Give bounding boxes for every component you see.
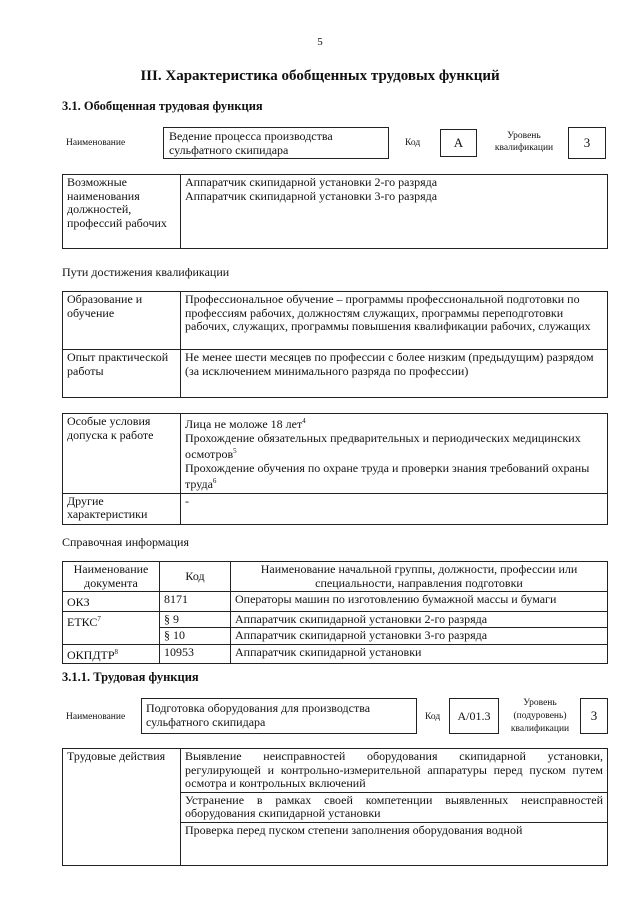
gtf-code-value: A — [440, 129, 477, 157]
experience-value: Не менее шести месяцев по профессии с более низким (предыдущим) разрядом (за исключением минимального разряда по профессии) — [181, 350, 608, 398]
table-row: ОКЗ 8171 Операторы машин по изготовлению бумажной массы и бумаги — [63, 592, 608, 612]
action-item: Проверка перед пуском степени заполнения оборудования водной — [181, 822, 608, 865]
gtf-name-value: Ведение процесса производства сульфатного скипидара — [163, 127, 389, 159]
tf-name-label: Наименование — [66, 712, 126, 722]
action-item: Устранение в рамках своей компетенции выявленных неисправностей оборудования скипидарной установки — [181, 792, 608, 822]
gtf-level-value: 3 — [568, 127, 606, 159]
education-value: Профессиональное обучение – программы профессиональной подготовки по профессиям рабочих, должностям служащих, программы переподготовки рабочих, служащих, программы повышения квалификации рабочих, служащих — [181, 292, 608, 350]
reference-table — [62, 561, 608, 664]
page-number: 5 — [317, 36, 323, 48]
paths-heading: Пути достижения квалификации — [62, 265, 230, 279]
ref-header-doc: Наименование документа — [63, 562, 160, 592]
education-table — [62, 291, 608, 398]
table-row: § 10 Аппаратчик скипидарной установки 3-го разряда — [63, 628, 608, 645]
section-title: III. Характеристика обобщенных трудовых функций — [140, 68, 500, 84]
gtf-heading: 3.1. Обобщенная трудовая функция — [62, 99, 263, 113]
table-row: ЕТКС$^7$ § 9 Аппаратчик скипидарной установки 2-го разряда — [63, 611, 608, 628]
gtf-level-label: Уровень квалификации — [494, 131, 554, 153]
gtf-code-label: Код — [405, 138, 421, 148]
ref-header-code: Код — [160, 562, 231, 592]
special-item: Прохождение обучения по охране труда и проверки знания требований охраны труда$^6$ — [185, 460, 590, 491]
action-item: Выявление неисправностей оборудования скипидарной установки, регулирующей и контрольно-измерительной аппаратуры перед пуском путем осмотра и контрольных включений — [181, 749, 608, 793]
tf-level-value: 3 — [580, 698, 608, 734]
education-label: Образование и обучение — [63, 292, 181, 350]
gtf-name-label: Наименование — [66, 138, 126, 148]
tf-level-label: Уровень (подуровень) квалификации — [510, 698, 570, 734]
positions-table — [62, 174, 608, 249]
tf-name-value: Подготовка оборудования для производства сульфатного скипидара — [141, 698, 417, 734]
positions-label: Возможные наименования должностей, профессий рабочих — [63, 175, 181, 249]
actions-label: Трудовые действия — [63, 749, 181, 866]
positions-list — [181, 175, 608, 249]
special-item: Прохождение обязательных предварительных и периодических медицинских осмотров$^5$ — [185, 430, 581, 461]
other-value: - — [181, 493, 608, 524]
tf-code-label: Код — [425, 712, 441, 722]
position-item: Аппаратчик скипидарной установки 2-го разряда — [185, 175, 438, 189]
position-item: Аппаратчик скипидарной установки 3-го разряда — [185, 188, 438, 203]
actions-table — [62, 748, 608, 866]
tf-heading: 3.1.1. Трудовая функция — [62, 670, 199, 684]
experience-label: Опыт практической работы — [63, 350, 181, 398]
tf-code-value: A/01.3 — [449, 698, 499, 734]
conditions-table — [62, 413, 608, 525]
special-label: Особые условия допуска к работе — [63, 414, 181, 494]
ref-header-name: Наименование начальной группы, должности, профессии или специальности, направления подготовки — [231, 562, 608, 592]
special-item: Лица не моложе 18 лет$^4$ — [185, 417, 306, 431]
other-label: Другие характеристики — [63, 493, 181, 524]
ref-heading: Справочная информация — [62, 535, 189, 549]
table-row: ОКПДТР$^8$ 10953 Аппаратчик скипидарной установки — [63, 644, 608, 664]
special-list — [181, 414, 608, 494]
